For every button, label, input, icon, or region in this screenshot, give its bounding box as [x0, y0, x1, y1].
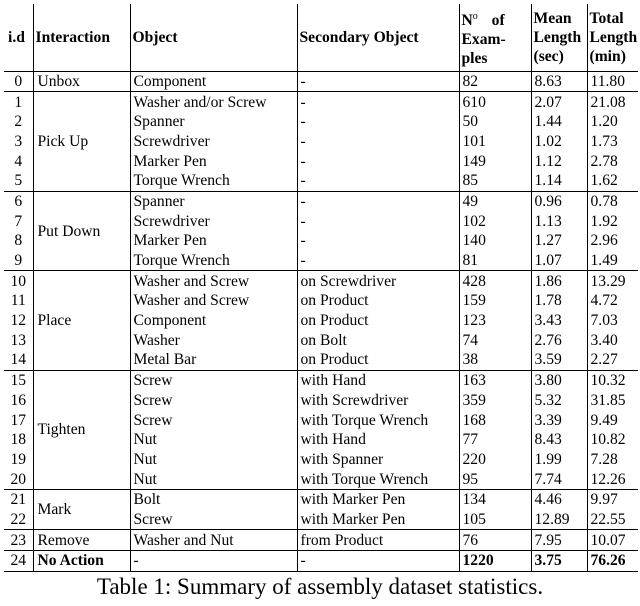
row-total-length: 10.82: [590, 431, 626, 449]
row-interaction: Remove: [33, 530, 130, 551]
row-total-length: 22.55: [590, 510, 626, 528]
row-total-length: 13.29: [587, 271, 638, 291]
row-object: Washer and Screw: [130, 291, 297, 311]
row-mean-length: 1.02: [531, 132, 587, 152]
row-secondary-object: -: [297, 71, 459, 92]
row-total-length: 7.03: [590, 312, 618, 330]
row-num-examples: 220: [459, 450, 531, 470]
row-secondary-object: from Product: [297, 530, 459, 551]
row-num-examples: 163: [459, 370, 531, 390]
row-id: 12: [4, 311, 33, 331]
row-object: Spanner: [130, 191, 297, 211]
summary-interaction: No Action: [33, 551, 130, 572]
row-secondary-object: with Screwdriver: [297, 391, 459, 411]
row-total-length: 2.27: [590, 351, 618, 369]
row-mean-length: 1.27: [531, 231, 587, 251]
row-object: Washer: [130, 330, 297, 350]
table-body: [4, 71, 638, 571]
table-row: [4, 191, 638, 211]
row-secondary-object: -: [297, 231, 459, 251]
header-id: i.d: [4, 4, 33, 71]
row-mean-length: 1.44: [531, 112, 587, 132]
table-row: [4, 92, 638, 112]
row-mean-length: 1.13: [531, 211, 587, 231]
row-object: Nut: [130, 469, 297, 489]
row-id: 2: [4, 112, 33, 132]
row-num-examples: 610: [459, 92, 531, 112]
table-row: [4, 271, 638, 291]
header-num-line3: ples: [461, 49, 488, 67]
row-secondary-object: on Product: [297, 311, 459, 331]
row-id: 17: [4, 410, 33, 430]
summary-total-length: 76.26: [587, 551, 638, 572]
row-object: Torque Wrench: [130, 171, 297, 191]
row-id: 22: [4, 510, 33, 530]
header-secondary-object: Secondary Object: [297, 4, 459, 71]
row-secondary-object: with Spanner: [297, 450, 459, 470]
row-total-length: 1.62: [590, 172, 618, 190]
row-num-examples: 77: [459, 430, 531, 450]
row-num-examples: 428: [459, 271, 531, 291]
row-mean-length: 3.39: [531, 410, 587, 430]
row-id: 19: [4, 450, 33, 470]
row-object: Washer and Nut: [130, 530, 297, 551]
header-mean-line3: (sec): [533, 47, 564, 65]
row-mean-length: 2.07: [531, 92, 587, 112]
header-num-n: N: [461, 11, 473, 29]
summary-num-examples: 1220: [459, 551, 531, 572]
row-secondary-object: -: [297, 92, 459, 112]
row-total-length: 1.73: [590, 132, 618, 150]
row-id: 5: [4, 171, 33, 191]
row-mean-length: 7.95: [531, 530, 587, 551]
row-id: 11: [4, 291, 33, 311]
header-total-line2: Length: [589, 28, 638, 46]
row-object: Component: [130, 71, 297, 92]
row-mean-length: 2.76: [531, 330, 587, 350]
row-mean-length: 3.80: [531, 370, 587, 390]
row-object: Torque Wrench: [130, 251, 297, 271]
row-secondary-object: on Bolt: [297, 330, 459, 350]
row-secondary-object: with Hand: [297, 370, 459, 390]
dataset-statistics-table: [4, 4, 638, 572]
row-secondary-object: on Product: [297, 291, 459, 311]
row-id: 21: [4, 489, 33, 509]
header-num-line2: Exam-: [461, 30, 506, 48]
row-total-length: 1.49: [590, 252, 618, 270]
row-id: 8: [4, 231, 33, 251]
row-object: Nut: [130, 430, 297, 450]
row-num-examples: 50: [459, 112, 531, 132]
row-object: Screw: [130, 391, 297, 411]
row-id: 10: [4, 271, 33, 291]
row-total-length: 10.07: [587, 530, 638, 551]
row-total-length: 7.28: [590, 450, 618, 468]
row-num-examples: 82: [459, 71, 531, 92]
row-num-examples: 95: [459, 469, 531, 489]
row-interaction: Place: [33, 271, 130, 370]
row-num-examples: 168: [459, 410, 531, 430]
row-total-length: 1.92: [590, 212, 618, 230]
row-num-examples: 134: [459, 489, 531, 509]
row-total-length: 12.26: [590, 470, 626, 488]
row-id: 14: [4, 350, 33, 370]
row-object: Screw: [130, 370, 297, 390]
row-id: 20: [4, 469, 33, 489]
summary-id: 24: [4, 551, 33, 572]
row-total-length: 4.72: [590, 292, 618, 310]
row-total-length: 9.97: [587, 489, 638, 509]
row-secondary-object: with Marker Pen: [297, 510, 459, 530]
header-interaction: Interaction: [33, 4, 130, 71]
row-total-length: 0.78: [587, 191, 638, 211]
row-id: 15: [4, 370, 33, 390]
row-total-length: 1.20: [590, 113, 618, 131]
row-num-examples: 149: [459, 151, 531, 171]
row-secondary-object: -: [297, 191, 459, 211]
table-caption: Table 1: Summary of assembly dataset statistics.: [96, 574, 544, 599]
row-object: Screwdriver: [130, 132, 297, 152]
row-total-length: 2.78: [590, 152, 618, 170]
row-num-examples: 159: [459, 291, 531, 311]
row-mean-length: 5.32: [531, 391, 587, 411]
row-secondary-object: -: [297, 132, 459, 152]
header-mean-line1: Mean: [533, 9, 572, 27]
row-total-length: 2.96: [590, 232, 618, 250]
row-mean-length: 7.74: [531, 469, 587, 489]
row-total-length: 3.40: [590, 331, 618, 349]
row-num-examples: 105: [459, 510, 531, 530]
row-num-examples: 123: [459, 311, 531, 331]
table-row: [4, 71, 638, 92]
table-header: [4, 4, 638, 71]
row-id: 3: [4, 132, 33, 152]
row-id: 7: [4, 211, 33, 231]
row-mean-length: 12.89: [531, 510, 587, 530]
row-mean-length: 1.07: [531, 251, 587, 271]
row-secondary-object: -: [297, 151, 459, 171]
row-mean-length: 1.99: [531, 450, 587, 470]
header-mean-length: [531, 4, 587, 71]
row-object: Washer and Screw: [130, 271, 297, 291]
table-row: [4, 489, 638, 509]
row-mean-length: 4.46: [531, 489, 587, 509]
row-secondary-object: -: [297, 171, 459, 191]
row-object: Screwdriver: [130, 211, 297, 231]
row-num-examples: 76: [459, 530, 531, 551]
header-total-line1: Total: [589, 9, 624, 27]
row-id: 4: [4, 151, 33, 171]
summary-row: [4, 551, 638, 572]
row-mean-length: 1.14: [531, 171, 587, 191]
row-mean-length: 1.86: [531, 271, 587, 291]
row-total-length: 21.08: [587, 92, 638, 112]
row-mean-length: 0.96: [531, 191, 587, 211]
row-secondary-object: with Hand: [297, 430, 459, 450]
row-id: 16: [4, 391, 33, 411]
row-object: Spanner: [130, 112, 297, 132]
row-id: 1: [4, 92, 33, 112]
summary-mean-length: 3.75: [531, 551, 587, 572]
row-id: 18: [4, 430, 33, 450]
row-secondary-object: with Marker Pen: [297, 489, 459, 509]
row-object: Washer and/or Screw: [130, 92, 297, 112]
row-total-length: 31.85: [590, 391, 626, 409]
row-interaction: Pick Up: [33, 92, 130, 191]
row-secondary-object: -: [297, 112, 459, 132]
row-object: Screw: [130, 510, 297, 530]
row-id: 0: [4, 71, 33, 92]
row-object: Marker Pen: [130, 231, 297, 251]
header-num-examples: [459, 4, 531, 71]
row-interaction: Mark: [33, 489, 130, 529]
row-secondary-object: -: [297, 251, 459, 271]
row-num-examples: 101: [459, 132, 531, 152]
row-total-length: 10.32: [587, 370, 638, 390]
row-total-length: 9.49: [590, 411, 618, 429]
row-id: 6: [4, 191, 33, 211]
table-row: [4, 530, 638, 551]
row-id: 9: [4, 251, 33, 271]
row-secondary-object: on Screwdriver: [297, 271, 459, 291]
header-object: Object: [130, 4, 297, 71]
header-mean-line2: Length: [533, 28, 582, 46]
row-num-examples: 74: [459, 330, 531, 350]
row-object: Screw: [130, 410, 297, 430]
row-mean-length: 8.43: [531, 430, 587, 450]
row-secondary-object: with Torque Wrench: [297, 410, 459, 430]
table-row: [4, 370, 638, 390]
row-secondary-object: with Torque Wrench: [297, 469, 459, 489]
row-num-examples: 140: [459, 231, 531, 251]
row-mean-length: 3.59: [531, 350, 587, 370]
row-object: Component: [130, 311, 297, 331]
header-total-line3: (min): [589, 47, 626, 65]
row-id: 23: [4, 530, 33, 551]
row-secondary-object: on Product: [297, 350, 459, 370]
header-num-of: of: [487, 11, 505, 29]
row-num-examples: 38: [459, 350, 531, 370]
row-interaction: Unbox: [33, 71, 130, 92]
row-object: Marker Pen: [130, 151, 297, 171]
row-num-examples: 359: [459, 391, 531, 411]
row-num-examples: 102: [459, 211, 531, 231]
row-secondary-object: -: [297, 211, 459, 231]
summary-object: -: [130, 551, 297, 572]
row-object: Bolt: [130, 489, 297, 509]
row-total-length: 11.80: [587, 71, 638, 92]
header-num-sup: o: [472, 10, 478, 22]
row-object: Metal Bar: [130, 350, 297, 370]
row-interaction: Tighten: [33, 370, 130, 489]
summary-secondary: -: [297, 551, 459, 572]
header-total-length: [587, 4, 638, 71]
row-num-examples: 81: [459, 251, 531, 271]
row-num-examples: 85: [459, 171, 531, 191]
row-mean-length: 1.78: [531, 291, 587, 311]
row-mean-length: 3.43: [531, 311, 587, 331]
row-mean-length: 8.63: [531, 71, 587, 92]
row-num-examples: 49: [459, 191, 531, 211]
row-object: Nut: [130, 450, 297, 470]
row-interaction: Put Down: [33, 191, 130, 271]
row-id: 13: [4, 330, 33, 350]
row-mean-length: 1.12: [531, 151, 587, 171]
